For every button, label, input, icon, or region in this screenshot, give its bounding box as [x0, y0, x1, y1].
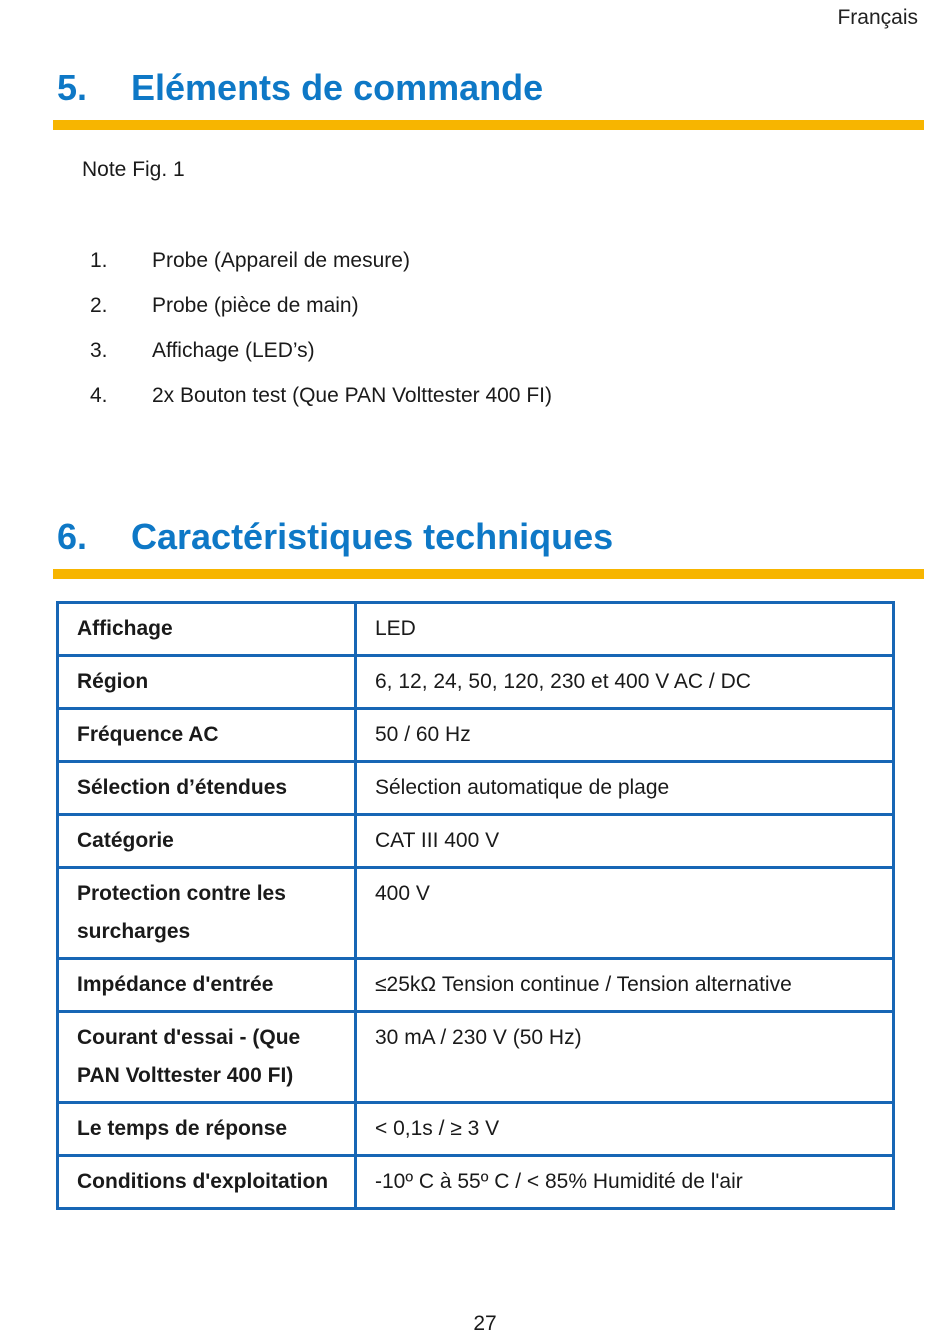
spec-value: 30 mA / 230 V (50 Hz): [356, 1012, 894, 1103]
list-item-text: Affichage (LED’s): [152, 338, 315, 362]
list-item: [90, 238, 552, 283]
controls-list: [90, 238, 552, 418]
table-row: [58, 959, 894, 1012]
list-item: [90, 373, 552, 418]
section-5-heading: [57, 67, 543, 109]
language-label: Français: [837, 6, 918, 29]
table-row: [58, 815, 894, 868]
specifications-table: [56, 601, 895, 1210]
table-row: [58, 709, 894, 762]
list-item-text: Probe (pièce de main): [152, 293, 359, 317]
list-item-number: 3.: [90, 338, 108, 362]
list-item-text: 2x Bouton test (Que PAN Volttester 400 FI): [152, 383, 552, 407]
spec-value: 6, 12, 24, 50, 120, 230 et 400 V AC / DC: [356, 656, 894, 709]
spec-value: 50 / 60 Hz: [356, 709, 894, 762]
table-row: [58, 762, 894, 815]
spec-label: Le temps de réponse: [58, 1103, 356, 1156]
spec-value: ≤25kΩ Tension continue / Tension alternative: [356, 959, 894, 1012]
table-row: [58, 1012, 894, 1103]
spec-label: Région: [58, 656, 356, 709]
spec-label: Protection contre les surcharges: [58, 868, 356, 959]
spec-value: < 0,1s / ≥ 3 V: [356, 1103, 894, 1156]
spec-label: Affichage: [58, 603, 356, 656]
list-item-number: 4.: [90, 383, 108, 407]
table-row: [58, 656, 894, 709]
list-item-number: 1.: [90, 248, 108, 272]
table-row: [58, 1156, 894, 1209]
figure-note: Note Fig. 1: [82, 158, 185, 181]
table-row: [58, 868, 894, 959]
spec-value: CAT III 400 V: [356, 815, 894, 868]
section-6-divider: [53, 569, 924, 579]
section-6-title: Caractéristiques techniques: [131, 516, 614, 557]
spec-label: Catégorie: [58, 815, 356, 868]
list-item-text: Probe (Appareil de mesure): [152, 248, 410, 272]
section-5-divider: [53, 120, 924, 130]
spec-value: -10º C à 55º C / < 85% Humidité de l'air: [356, 1156, 894, 1209]
spec-label: Fréquence AC: [58, 709, 356, 762]
spec-value: LED: [356, 603, 894, 656]
list-item: [90, 328, 552, 373]
table-row: [58, 603, 894, 656]
page-number: 27: [473, 1312, 497, 1335]
section-5-number: 5.: [57, 67, 88, 108]
list-item: [90, 283, 552, 328]
list-item-number: 2.: [90, 293, 108, 317]
spec-value: 400 V: [356, 868, 894, 959]
section-5-title: Eléments de commande: [131, 67, 544, 108]
table-row: [58, 1103, 894, 1156]
spec-label: Conditions d'exploitation: [58, 1156, 356, 1209]
spec-label: Sélection d’étendues: [58, 762, 356, 815]
section-6-number: 6.: [57, 516, 88, 557]
spec-label: Courant d'essai - (Que PAN Volttester 400 FI): [58, 1012, 356, 1103]
spec-label: Impédance d'entrée: [58, 959, 356, 1012]
section-6-heading: [57, 516, 613, 558]
spec-value: Sélection automatique de plage: [356, 762, 894, 815]
